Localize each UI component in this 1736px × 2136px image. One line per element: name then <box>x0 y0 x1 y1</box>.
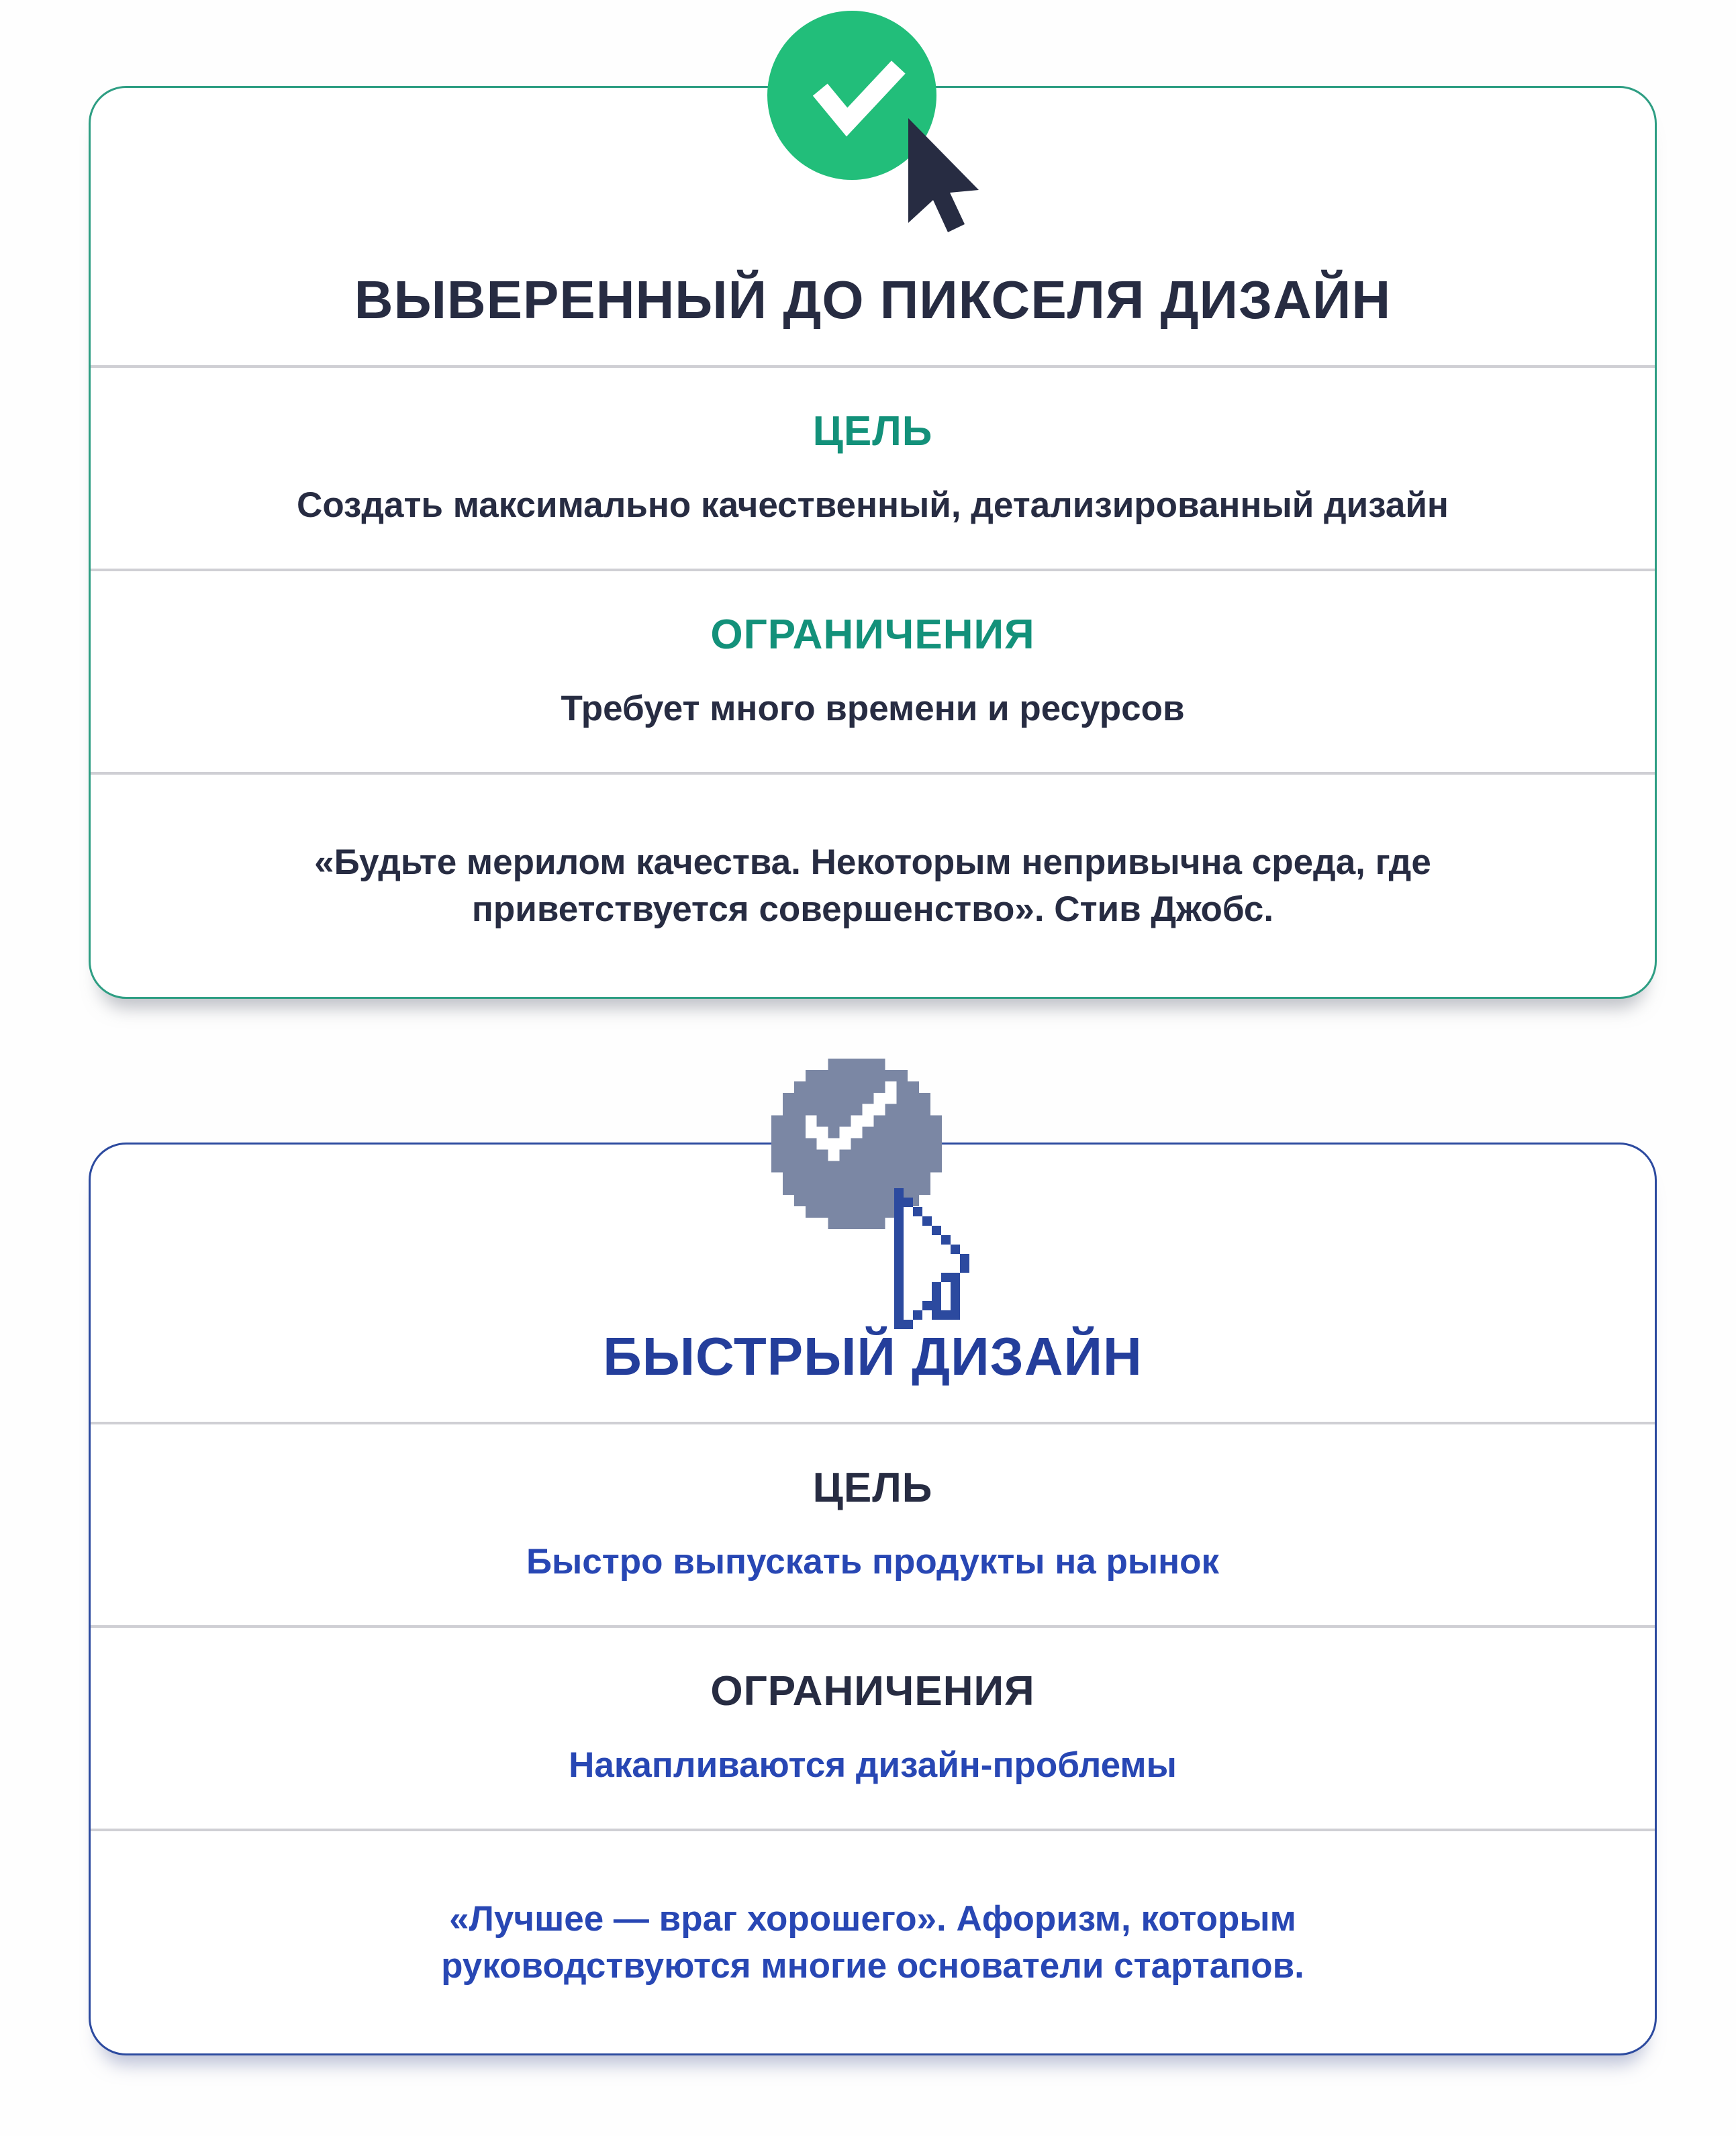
quote-section <box>91 775 1655 997</box>
section-text: Быстро выпускать продукты на рынок <box>526 1542 1220 1582</box>
card-fast-design <box>89 1143 1657 2055</box>
card-header <box>91 1145 1655 1424</box>
section-text: Накапливаются дизайн-проблемы <box>569 1745 1177 1786</box>
card-header <box>91 88 1655 368</box>
arrow-cursor-icon <box>903 117 981 249</box>
quote-text: «Лучшее — враг хорошего». Афоризм, которым руководствуются многие основатели стартапов. <box>441 1898 1304 1986</box>
goal-section <box>91 368 1655 571</box>
section-text: Создать максимально качественный, детализированный дизайн <box>297 485 1449 526</box>
limitations-section <box>91 571 1655 775</box>
goal-section <box>91 1424 1655 1628</box>
quote-text: «Будьте мерилом качества. Некоторым непривычна среда, где приветствуется совершенство». Стив Джобс. <box>314 842 1431 929</box>
section-heading: ОГРАНИЧЕНИЯ <box>710 1668 1035 1715</box>
section-text: Требует много времени и ресурсов <box>561 689 1185 729</box>
card-title: ВЫВЕРЕННЫЙ ДО ПИКСЕЛЯ ДИЗАЙН <box>354 269 1392 330</box>
quote-section <box>91 1831 1655 2053</box>
section-heading: ОГРАНИЧЕНИЯ <box>710 612 1035 659</box>
pixel-check-circle-cursor-icon <box>771 1059 942 1229</box>
pixel-arrow-cursor-icon <box>894 1188 979 1339</box>
check-circle-cursor-icon <box>767 11 936 180</box>
card-pixel-perfect-design <box>89 86 1657 999</box>
section-heading: ЦЕЛЬ <box>812 1465 933 1512</box>
card-title: БЫСТРЫЙ ДИЗАЙН <box>603 1326 1143 1386</box>
limitations-section <box>91 1628 1655 1831</box>
section-heading: ЦЕЛЬ <box>812 408 933 455</box>
